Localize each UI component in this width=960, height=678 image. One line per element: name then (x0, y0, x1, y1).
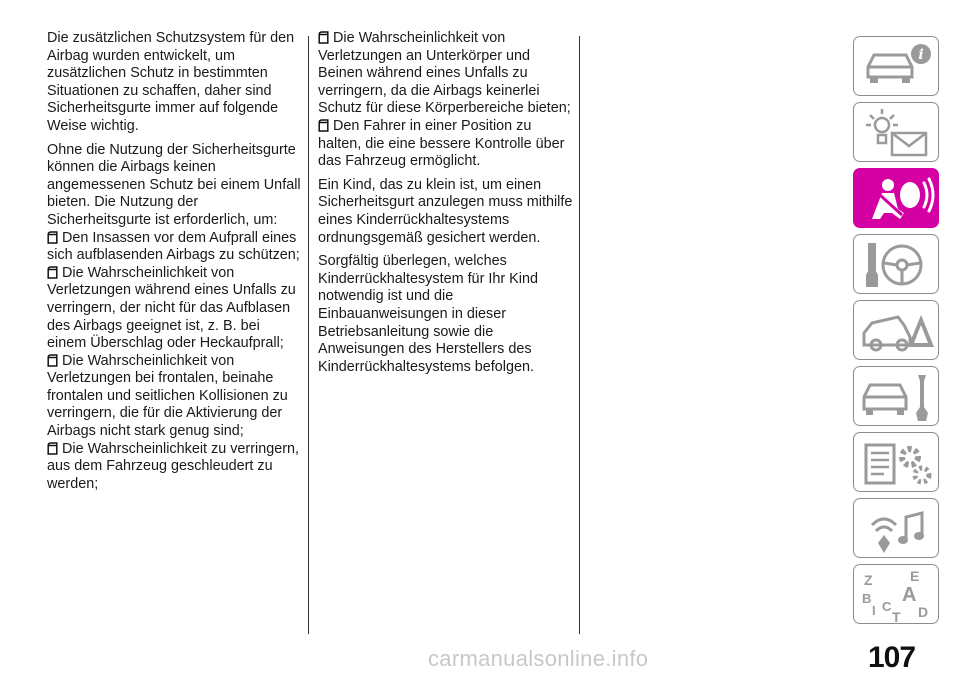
index-letter: C (882, 599, 892, 614)
bullet-item: Die Wahrscheinlichkeit zu verringern, aus dem Fahrzeug geschleudert zu werden; (47, 440, 300, 492)
bullet-item: Die Wahrscheinlichkeit von Verletzungen an Unterkörper und Beinen während eines Unfalls zu verringern, da die Airbags keinerlei Schutz für diese Körperbereiche bieten; (318, 30, 571, 117)
steering-key-icon (854, 235, 940, 295)
index-letter: A (902, 584, 917, 606)
column-divider (579, 36, 580, 634)
page-number: 107 (868, 641, 916, 674)
index-letters-icon (854, 565, 940, 625)
tab-starting-driving[interactable] (853, 234, 939, 294)
paragraph: Ein Kind, das zu klein ist, um einen Sicherheitsgurt anzulegen muss mithilfe eines Kinderrückhaltesystems ordnungsgemäß gesichert werden. (318, 176, 573, 246)
car-info-icon (854, 37, 940, 97)
multimedia-icon (854, 499, 940, 559)
technical-data-icon (854, 433, 940, 493)
column-divider (308, 36, 309, 634)
lights-warning-icon (854, 103, 940, 163)
bullet-icon (47, 354, 58, 367)
bullet-icon (318, 31, 329, 44)
bullet-item: Den Insassen vor dem Aufprall eines sich aufblasenden Airbags zu schützen; (47, 229, 300, 264)
safety-airbag-icon (854, 169, 940, 229)
text-column-middle (318, 30, 576, 382)
tab-car-info[interactable] (853, 36, 939, 96)
index-letter: B (862, 591, 872, 606)
emergency-icon (854, 301, 940, 361)
tab-emergency[interactable] (853, 300, 939, 360)
svg-text:i: i (918, 47, 924, 63)
tab-multimedia[interactable] (853, 498, 939, 558)
paragraph: Sorgfältig überlegen, welches Kinderrückhaltesystem für Ihr Kind notwendig ist und die Einbauanweisungen in dieser Betriebsanleitung sowie die Anweisungen des Herstellers des Kinderrückhaltesystems befolgen. (318, 253, 538, 375)
index-letter: I (872, 603, 876, 618)
bullet-icon (47, 442, 58, 455)
bullet-item: Die Wahrscheinlichkeit von Verletzungen während eines Unfalls zu verringern, der nicht für das Aufblasen des Airbags geeignet ist, z. B. bei einem Überschlag oder Heckaufprall; (47, 264, 296, 352)
bullet-icon (47, 266, 58, 279)
bullet-icon (47, 231, 58, 244)
tab-technical-data[interactable] (853, 432, 939, 492)
watermark: carmanualsonline.info (428, 646, 649, 671)
bullet-item: Die Wahrscheinlichkeit von Verletzungen bei frontalen, beinahe frontalen und seitlichen Kollisionen zu verringern, die für die Aktivierung der Airbags nicht stark genug sind; (47, 352, 288, 440)
index-letter: D (918, 604, 929, 620)
index-letter: E (910, 568, 920, 584)
maintenance-icon (854, 367, 940, 427)
tab-lights-warnings[interactable] (853, 102, 939, 162)
tab-maintenance[interactable] (853, 366, 939, 426)
tab-index[interactable] (853, 564, 939, 624)
paragraph: Ohne die Nutzung der Sicherheitsgurte können die Airbags keinen angemessenen Schutz bei einem Unfall bieten. Die Nutzung der Sicherheitsgurte ist erforderlich, um: (47, 141, 301, 228)
text-column-left (47, 30, 301, 493)
paragraph: Die zusätzlichen Schutzsystem für den Airbag wurden entwickelt, um zusätzlichen Schutz in bestimmten Situationen zu schaffen, daher sind Sicherheitsgurte immer auf folgende Weise wichtig. (47, 30, 295, 134)
index-letter: Z (864, 572, 873, 588)
bullet-item: Den Fahrer in einer Position zu halten, die eine bessere Kontrolle über das Fahrzeug ermöglicht. (318, 117, 565, 170)
index-letter: T (892, 609, 901, 625)
tab-safety[interactable] (853, 168, 939, 228)
bullet-icon (318, 119, 329, 132)
